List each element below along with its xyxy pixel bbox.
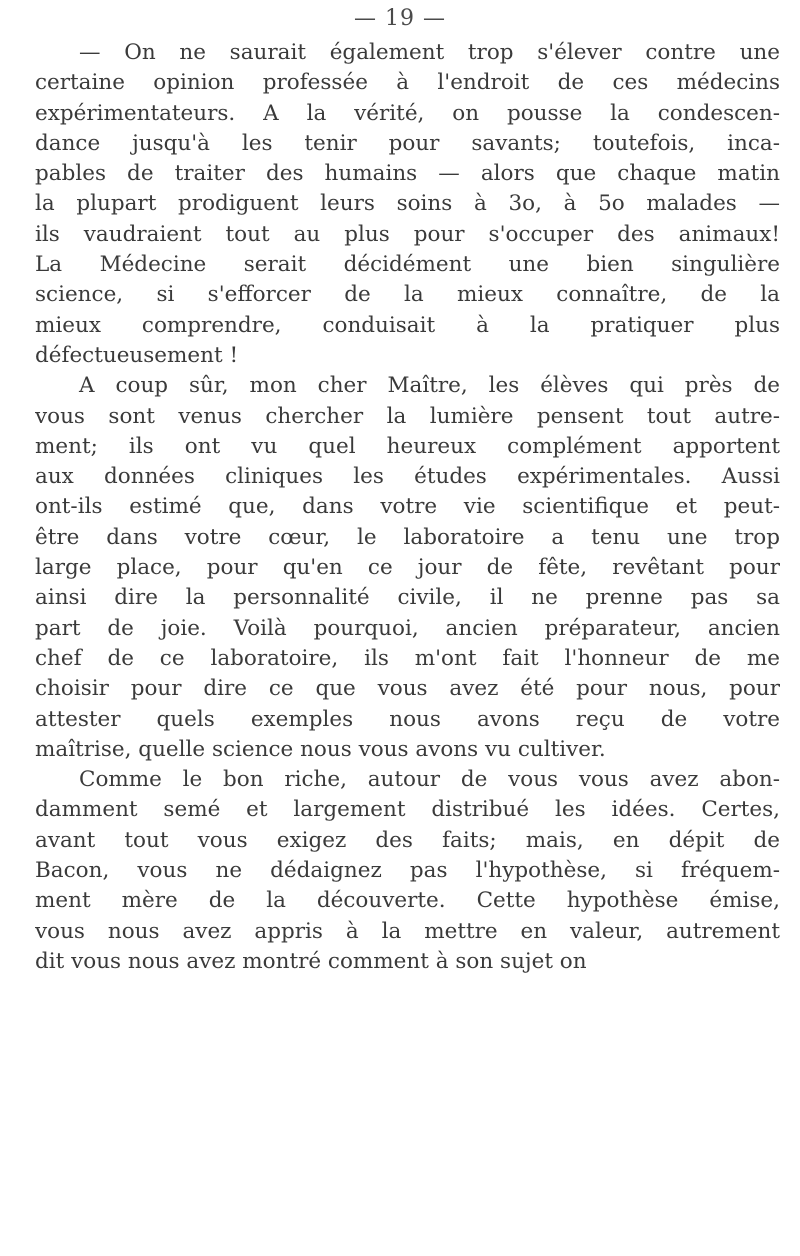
text-line: ils vaudraient tout au plus pour s'occuper des animaux! [35,221,780,247]
body-text [35,38,780,977]
text-line: A coup sûr, mon cher Maître, les élèves qui près de [79,373,780,399]
text-line: chef de ce laboratoire, ils m'ont fait l'honneur de me [35,645,780,671]
text-line: expérimentateurs. A la vérité, on pousse la condescen- [35,100,780,126]
text-line: — On ne saurait également trop s'élever contre une [79,40,780,65]
text-line: ainsi dire la personnalité civile, il ne prenne pas sa [35,585,780,611]
page-number: — 19 — [354,6,446,31]
text-line: part de joie. Voilà pourquoi, ancien préparateur, ancien [35,615,780,641]
text-line: dance jusqu'à les tenir pour savants; toutefois, inca- [35,130,780,156]
text-line: attester quels exemples nous avons reçu de votre [35,706,780,732]
text-line: certaine opinion professée à l'endroit de ces médecins [35,70,780,96]
text-line: choisir pour dire ce que vous avez été pour nous, pour [35,676,780,702]
text-line: la plupart prodiguent leurs soins à 3o, à 5o malades — [35,191,780,217]
text-line: vous nous avez appris à la mettre en valeur, autrement [35,918,780,944]
text-line: ment mère de la découverte. Cette hypothèse émise, [35,888,780,914]
text-line: Comme le bon riche, autour de vous vous avez abon- [79,767,780,793]
text-line: aux données cliniques les études expérimentales. Aussi [35,464,780,490]
text-line: pables de traiter des humains — alors que chaque matin [35,161,780,187]
text-line: ont-ils estimé que, dans votre vie scientifique et peut- [35,494,780,520]
text-line: La Médecine serait décidément une bien singulière [35,252,780,278]
text-line: Bacon, vous ne dédaignez pas l'hypothèse, si fréquem- [35,858,780,884]
text-line: damment semé et largement distribué les idées. Certes, [35,797,780,823]
paragraph-1 [35,38,780,371]
text-line: avant tout vous exigez des faits; mais, en dépit de [35,827,780,853]
text-line: maîtrise, quelle science nous vous avons vu cultiver. [35,736,606,762]
text-line: être dans votre cœur, le laboratoire a tenu une trop [35,524,780,550]
text-line: ment; ils ont vu quel heureux complément apportent [35,433,780,459]
text-line: vous sont venus chercher la lumière pensent tout autre- [35,403,780,429]
text-line: défectueusement ! [35,342,239,368]
paragraph-3 [35,765,780,977]
paragraph-2 [35,371,780,765]
text-line: mieux comprendre, conduisait à la pratiquer plus [35,312,780,338]
text-line: dit vous nous avez montré comment à son sujet on [35,948,587,974]
text-line: science, si s'efforcer de la mieux connaître, de la [35,282,780,308]
text-line: large place, pour qu'en ce jour de fête, revêtant pour [35,555,780,581]
